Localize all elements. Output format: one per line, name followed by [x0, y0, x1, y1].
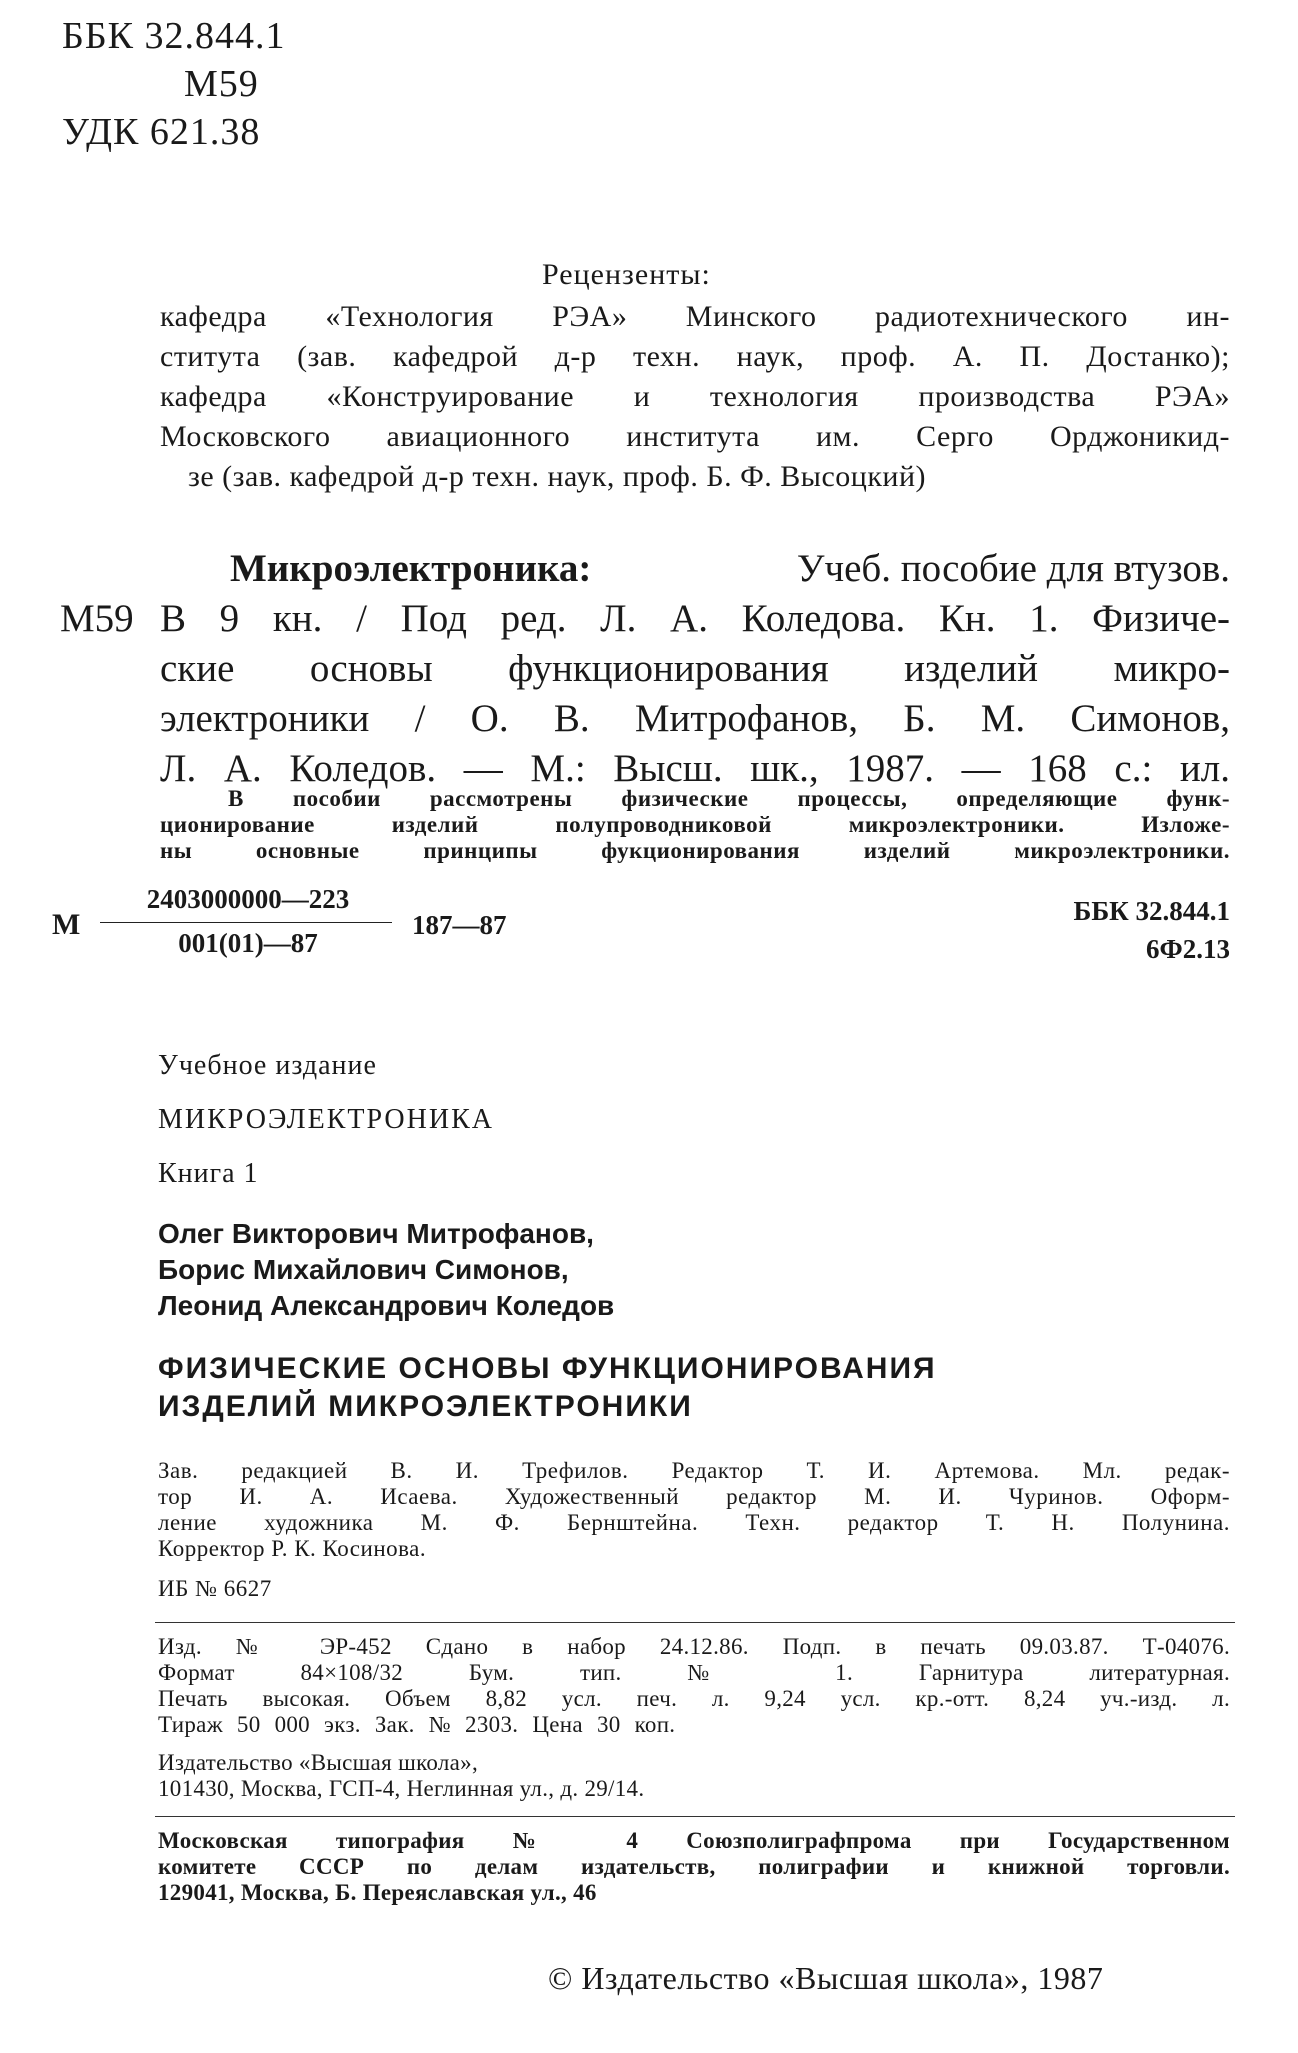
separator-line [155, 1622, 1235, 1623]
imprint-denominator: 001(01)—87 [178, 928, 318, 958]
annotation-line: ны основные принципы фукционирования изделий микроэлектроники. [160, 838, 1230, 863]
catalog-code: М59 [60, 597, 134, 640]
annotation-line: В пособии рассмотрены физические процессы, определяющие функ- [228, 786, 1230, 811]
copyright-line: © Издательство «Высшая школа», 1987 [548, 1960, 1104, 1996]
production-line: Печать высокая. Объем 8,82 усл. печ. л. 9,24 усл. кр.-отт. 8,24 уч.-изд. л. [158, 1686, 1230, 1711]
imprint-number: 187—87 [412, 910, 507, 940]
annotation-line: ционирование изделий полупроводниковой микроэлектроники. Изложе- [160, 812, 1230, 837]
publisher-line: 101430, Москва, ГСП-4, Неглинная ул., д. 29/14. [158, 1776, 645, 1801]
imprint-letter: М [52, 908, 81, 941]
author-code: М59 [184, 63, 259, 105]
ib-number: ИБ № 6627 [158, 1576, 272, 1601]
catalog-line: электроники / О. В. Митрофанов, Б. М. Симонов, [160, 697, 1230, 740]
book-title-line: ФИЗИЧЕСКИЕ ОСНОВЫ ФУНКЦИОНИРОВАНИЯ [158, 1352, 937, 1385]
catalog-line-1-rest: Учеб. пособие для втузов. [796, 547, 1230, 590]
staff-line: тор И. А. Исаева. Художественный редактор М. И. Чуринов. Оформ- [158, 1484, 1230, 1509]
author-name: Олег Викторович Митрофанов, [158, 1218, 594, 1249]
reviewers-heading: Рецензенты: [542, 258, 711, 291]
catalog-line-1 [230, 546, 1230, 591]
catalog-title: Микроэлектроника: [230, 547, 592, 590]
book-number: Книга 1 [158, 1158, 259, 1189]
fraction-rule [100, 922, 392, 923]
udk-index: УДК 621.38 [62, 111, 261, 153]
production-line: Тираж 50 000 экз. Зак. № 2303. Цена 30 коп. [158, 1712, 676, 1737]
printer-line: комитете СССР по делам издательств, полиграфии и книжной торговли. [158, 1854, 1230, 1879]
reviewer-line: Московского авиационного института им. Серго Орджоникид- [160, 420, 1230, 453]
publisher-line: Издательство «Высшая школа», [158, 1750, 479, 1775]
imprint-bbk: ББК 32.844.1 [1073, 896, 1230, 926]
separator-line [155, 1816, 1235, 1817]
staff-line: ление художника М. Ф. Бернштейна. Техн. редактор Т. Н. Полунина. [158, 1510, 1230, 1535]
reviewer-line: ститута (зав. кафедрой д-р техн. наук, проф. А. П. Достанко); [160, 340, 1230, 373]
reviewer-line: кафедра «Конструирование и технология производства РЭА» [160, 380, 1230, 413]
author-name: Борис Михайлович Симонов, [158, 1254, 569, 1285]
reviewer-line: кафедра «Технология РЭА» Минского радиотехнического ин- [160, 300, 1230, 333]
printer-line: Московская типография № 4 Союзполиграфпрома при Государственном [158, 1828, 1230, 1853]
staff-line: Корректор Р. К. Косинова. [158, 1536, 427, 1561]
production-line: Изд. № ЭР-452 Сдано в набор 24.12.86. Подп. в печать 09.03.87. Т-04076. [158, 1634, 1230, 1659]
reviewer-line: зе (зав. кафедрой д-р техн. наук, проф. Б. Ф. Высоцкий) [188, 460, 926, 493]
catalog-line: В 9 кн. / Под ред. Л. А. Коледова. Кн. 1. Физиче- [160, 597, 1230, 640]
production-line: Формат 84×108/32 Бум. тип. № 1. Гарнитура литературная. [158, 1660, 1230, 1685]
staff-line: Зав. редакцией В. И. Трефилов. Редактор Т. И. Артемова. Мл. редак- [158, 1458, 1230, 1483]
series-title: МИКРОЭЛЕКТРОНИКА [158, 1104, 494, 1135]
bbk-header [62, 12, 286, 156]
imprint-code: 6Ф2.13 [1146, 934, 1230, 964]
book-title-line: ИЗДЕЛИЙ МИКРОЭЛЕКТРОНИКИ [158, 1390, 693, 1423]
catalog-line: ские основы функционирования изделий микро- [160, 647, 1230, 690]
edition-type: Учебное издание [158, 1050, 377, 1081]
bbk-index: ББК 32.844.1 [62, 15, 286, 57]
author-name: Леонид Александрович Коледов [158, 1290, 615, 1321]
printer-line: 129041, Москва, Б. Переяславская ул., 46 [158, 1880, 597, 1905]
catalog-line: Л. А. Коледов. — М.: Высш. шк., 1987. — 168 с.: ил. [160, 747, 1230, 790]
imprint-numerator: 2403000000—223 [146, 884, 350, 914]
